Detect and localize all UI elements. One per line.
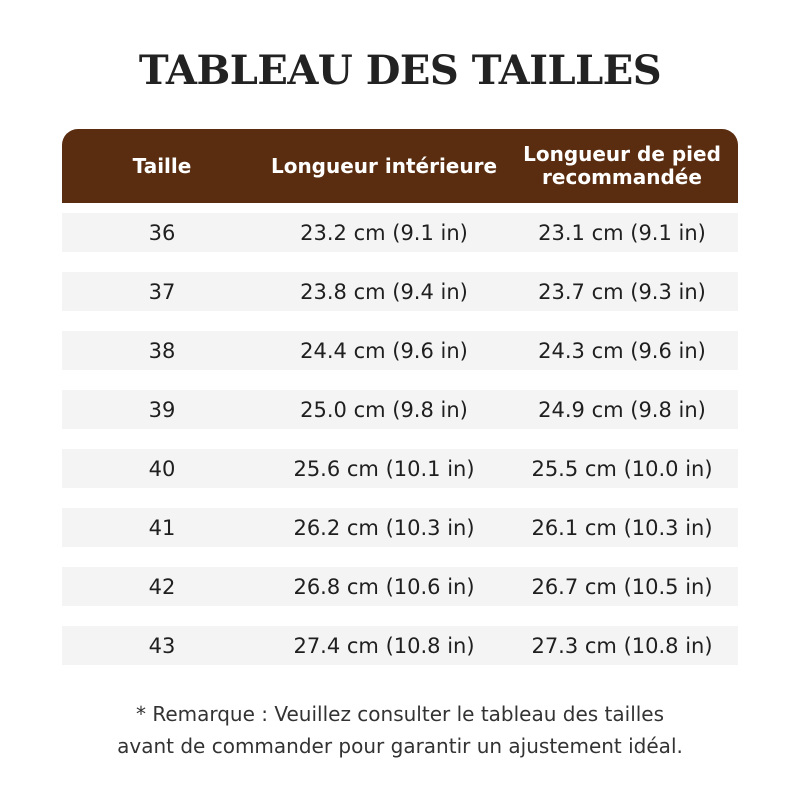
header-foot-length-line1: Longueur de pied [523, 142, 721, 166]
foot-length-cell: 27.3 cm (10.8 in) [531, 633, 713, 658]
foot-length-cell: 24.9 cm (9.8 in) [538, 397, 706, 422]
foot-length-cell: 23.7 cm (9.3 in) [538, 279, 706, 304]
size-cell: 40 [148, 456, 176, 481]
foot-length-cell: 26.7 cm (10.5 in) [531, 574, 713, 599]
inner-length-cell: 24.4 cm (9.6 in) [300, 338, 468, 363]
size-cell: 39 [148, 397, 176, 422]
table-row [62, 508, 738, 547]
table-row [62, 567, 738, 606]
inner-length-cell: 25.6 cm (10.1 in) [293, 456, 475, 481]
inner-length-cell: 26.2 cm (10.3 in) [293, 515, 475, 540]
foot-length-cell: 23.1 cm (9.1 in) [538, 220, 706, 245]
inner-length-cell: 23.8 cm (9.4 in) [300, 279, 468, 304]
table-row [62, 449, 738, 488]
remark-line2: avant de commander pour garantir un ajustement idéal. [117, 734, 683, 758]
foot-length-cell: 25.5 cm (10.0 in) [531, 456, 713, 481]
inner-length-cell: 26.8 cm (10.6 in) [293, 574, 475, 599]
size-cell: 36 [148, 220, 176, 245]
header-inner-length: Longueur intérieure [270, 153, 498, 178]
table-row [62, 626, 738, 665]
size-cell: 42 [148, 574, 176, 599]
size-cell: 41 [148, 515, 176, 540]
header-size: Taille [132, 153, 192, 178]
size-cell: 37 [148, 279, 176, 304]
inner-length-cell: 25.0 cm (9.8 in) [300, 397, 468, 422]
page-title: TABLEAU DES TAILLES [138, 47, 662, 94]
table-row [62, 213, 738, 252]
remark-note [0, 698, 800, 762]
size-cell: 38 [148, 338, 176, 363]
size-cell: 43 [148, 633, 176, 658]
inner-length-cell: 27.4 cm (10.8 in) [293, 633, 475, 658]
header-foot-length-line2: recommandée [542, 165, 702, 189]
table-row [62, 390, 738, 429]
foot-length-cell: 24.3 cm (9.6 in) [538, 338, 706, 363]
size-chart-table [62, 129, 738, 685]
table-row [62, 272, 738, 311]
table-body [62, 213, 738, 665]
inner-length-cell: 23.2 cm (9.1 in) [300, 220, 468, 245]
table-row [62, 331, 738, 370]
foot-length-cell: 26.1 cm (10.3 in) [531, 515, 713, 540]
remark-line1: * Remarque : Veuillez consulter le tableau des tailles [135, 702, 665, 726]
table-header [62, 129, 738, 203]
header-foot-length [506, 143, 738, 189]
